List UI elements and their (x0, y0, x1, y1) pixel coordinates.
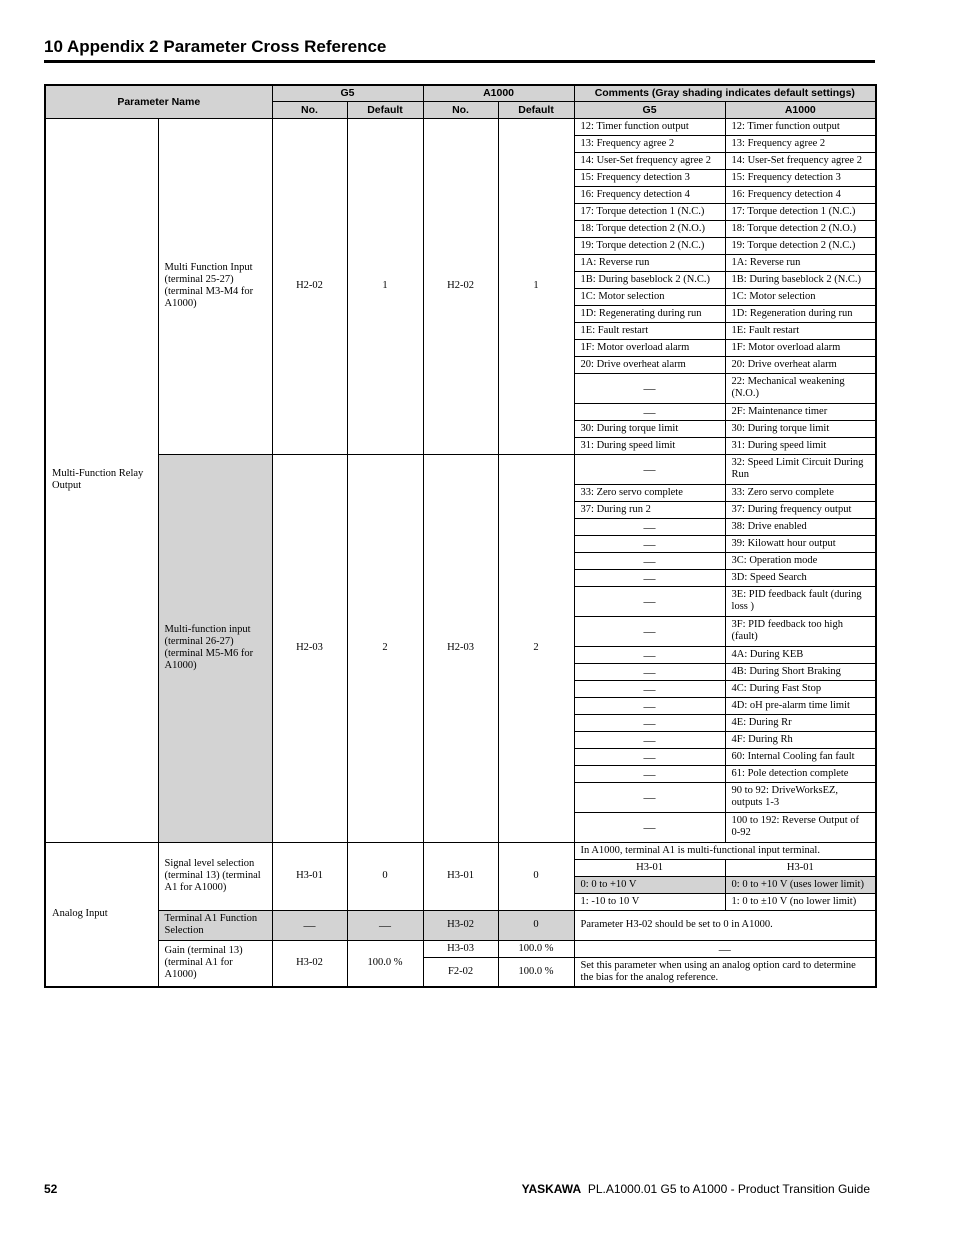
comment-a1000-cell: 14: User-Set frequency agree 2 (725, 152, 876, 169)
comment-g5-cell: — (574, 552, 725, 569)
table-row (45, 454, 876, 484)
comment-g5-cell: 17: Torque detection 1 (N.C.) (574, 203, 725, 220)
g5-no-h3-02: — (272, 910, 347, 940)
param-name-h3-02: Terminal A1 Function Selection (158, 910, 272, 940)
comment-g5-cell: — (574, 680, 725, 697)
comment-a1000-cell: 4F: During Rh (725, 731, 876, 748)
comment-a1000-cell: 18: Torque detection 2 (N.O.) (725, 220, 876, 237)
comment-a1000-cell: 32: Speed Limit Circuit During Run (725, 454, 876, 484)
footer-doc-title (522, 1182, 870, 1196)
comment-a1000-cell: 17: Torque detection 1 (N.C.) (725, 203, 876, 220)
comment-a1000-cell: 1C: Motor selection (725, 288, 876, 305)
a1000-default-h3-03: 100.0 % (498, 940, 574, 957)
header-g5: G5 (272, 85, 423, 101)
comment-g5-cell: — (574, 697, 725, 714)
g5-no-h2-02: H2-02 (272, 118, 347, 454)
comment-a1000-cell: 3D: Speed Search (725, 569, 876, 586)
comment-g5-cell: — (574, 748, 725, 765)
comment-g5-cell: 1F: Motor overload alarm (574, 339, 725, 356)
comment-f2-02: Set this parameter when using an analog option card to determine the bias for the analog reference. (574, 957, 876, 987)
table-row (45, 118, 876, 135)
comment-g5-cell: — (574, 454, 725, 484)
comment-a1000-cell: 4B: During Short Braking (725, 663, 876, 680)
comment-h3-01-sub-a1000: H3-01 (725, 859, 876, 876)
comment-g5-cell: — (574, 714, 725, 731)
param-name-h3-01: Signal level selection (terminal 13) (terminal A1 for A1000) (158, 842, 272, 910)
g5-no-gain: H3-02 (272, 940, 347, 987)
comment-a1000-cell: 1D: Regeneration during run (725, 305, 876, 322)
a1000-no-h3-01: H3-01 (423, 842, 498, 910)
comment-g5-cell: — (574, 586, 725, 616)
comment-a1000-cell: 19: Torque detection 2 (N.C.) (725, 237, 876, 254)
comment-g5-cell: — (574, 812, 725, 842)
comment-g5-cell: — (574, 663, 725, 680)
comment-a1000-cell: 3E: PID feedback fault (during loss ) (725, 586, 876, 616)
comment-h3-01-opt2-a1000: 1: 0 to ±10 V (no lower limit) (725, 893, 876, 910)
g5-default-h3-01: 0 (347, 842, 423, 910)
comment-a1000-cell: 1B: During baseblock 2 (N.C.) (725, 271, 876, 288)
header-comment-g5: G5 (574, 101, 725, 118)
comment-g5-cell: 19: Torque detection 2 (N.C.) (574, 237, 725, 254)
analog-input-section (45, 842, 876, 987)
a1000-default-h3-02: 0 (498, 910, 574, 940)
comment-a1000-cell: 33: Zero servo complete (725, 484, 876, 501)
a1000-default-h2-02: 1 (498, 118, 574, 454)
param-name-h2-02: Multi Function Input (terminal 25-27) (terminal M3-M4 for A1000) (158, 118, 272, 454)
page-number: 52 (44, 1182, 58, 1196)
comment-g5-cell: 16: Frequency detection 4 (574, 186, 725, 203)
comment-g5-cell: — (574, 646, 725, 663)
comment-a1000-cell: 12: Timer function output (725, 118, 876, 135)
comment-a1000-cell: 37: During frequency output (725, 501, 876, 518)
comment-g5-cell: 33: Zero servo complete (574, 484, 725, 501)
g5-no-h2-03: H2-03 (272, 454, 347, 842)
param-name-h2-03: Multi-function input (terminal 26-27) (terminal M5-M6 for A1000) (158, 454, 272, 842)
comment-a1000-cell: 4D: oH pre-alarm time limit (725, 697, 876, 714)
comment-h3-03: — (574, 940, 876, 957)
comment-a1000-cell: 16: Frequency detection 4 (725, 186, 876, 203)
comment-g5-cell: — (574, 373, 725, 403)
comment-g5-cell: 12: Timer function output (574, 118, 725, 135)
footer-doc-name: PL.A1000.01 G5 to A1000 - Product Transition Guide (587, 1182, 870, 1196)
comment-g5-cell: 1D: Regenerating during run (574, 305, 725, 322)
header-a1000-default: Default (498, 101, 574, 118)
comment-g5-cell: 31: During speed limit (574, 437, 725, 454)
a1000-default-f2-02: 100.0 % (498, 957, 574, 987)
g5-default-h2-03: 2 (347, 454, 423, 842)
comment-a1000-cell: 1A: Reverse run (725, 254, 876, 271)
comment-a1000-cell: 30: During torque limit (725, 420, 876, 437)
parameter-cross-reference-table (44, 84, 877, 988)
header-a1000-no: No. (423, 101, 498, 118)
page-title: 10 Appendix 2 Parameter Cross Reference (44, 37, 387, 56)
header-comments: Comments (Gray shading indicates default settings) (574, 85, 876, 101)
comment-h3-01-opt2-g5: 1: -10 to 10 V (574, 893, 725, 910)
comment-h3-01-sub-g5: H3-01 (574, 859, 725, 876)
comment-g5-cell: 1B: During baseblock 2 (N.C.) (574, 271, 725, 288)
comment-g5-cell: 37: During run 2 (574, 501, 725, 518)
comment-a1000-cell: 13: Frequency agree 2 (725, 135, 876, 152)
comment-a1000-cell: 4E: During Rr (725, 714, 876, 731)
comment-g5-cell: — (574, 403, 725, 420)
header-g5-no: No. (272, 101, 347, 118)
comment-a1000-cell: 1E: Fault restart (725, 322, 876, 339)
footer-brand: YASKAWA (521, 1182, 582, 1196)
comment-a1000-cell: 4A: During KEB (725, 646, 876, 663)
relay-output-section (45, 118, 876, 842)
comment-g5-cell: — (574, 782, 725, 812)
header-parameter-name: Parameter Name (45, 85, 272, 118)
g5-no-h3-01: H3-01 (272, 842, 347, 910)
comment-a1000-cell: 38: Drive enabled (725, 518, 876, 535)
comment-h3-02: Parameter H3-02 should be set to 0 in A1000. (574, 910, 876, 940)
comment-g5-cell: — (574, 535, 725, 552)
comment-h3-01-opt1-g5: 0: 0 to +10 V (574, 876, 725, 893)
g5-default-gain: 100.0 % (347, 940, 423, 987)
group-analog-input: Analog Input (45, 842, 158, 987)
comment-g5-cell: — (574, 518, 725, 535)
comment-a1000-cell: 15: Frequency detection 3 (725, 169, 876, 186)
header-a1000: A1000 (423, 85, 574, 101)
comment-g5-cell: — (574, 569, 725, 586)
comment-h3-01-note: In A1000, terminal A1 is multi-functional input terminal. (574, 842, 876, 859)
comment-g5-cell: 20: Drive overheat alarm (574, 356, 725, 373)
param-name-gain: Gain (terminal 13) (terminal A1 for A1000) (158, 940, 272, 987)
a1000-no-f2-02: F2-02 (423, 957, 498, 987)
comment-g5-cell: 1A: Reverse run (574, 254, 725, 271)
a1000-default-h3-01: 0 (498, 842, 574, 910)
comment-g5-cell: 1C: Motor selection (574, 288, 725, 305)
comment-g5-cell: 1E: Fault restart (574, 322, 725, 339)
comment-g5-cell: 14: User-Set frequency agree 2 (574, 152, 725, 169)
comment-g5-cell: 30: During torque limit (574, 420, 725, 437)
comment-a1000-cell: 90 to 92: DriveWorksEZ, outputs 1-3 (725, 782, 876, 812)
comment-g5-cell: — (574, 731, 725, 748)
title-rule (44, 60, 875, 63)
a1000-no-h3-03: H3-03 (423, 940, 498, 957)
comment-a1000-cell: 20: Drive overheat alarm (725, 356, 876, 373)
comment-a1000-cell: 2F: Maintenance timer (725, 403, 876, 420)
g5-default-h2-02: 1 (347, 118, 423, 454)
comment-a1000-cell: 1F: Motor overload alarm (725, 339, 876, 356)
comment-a1000-cell: 4C: During Fast Stop (725, 680, 876, 697)
a1000-default-h2-03: 2 (498, 454, 574, 842)
comment-a1000-cell: 3C: Operation mode (725, 552, 876, 569)
comment-g5-cell: — (574, 765, 725, 782)
comment-g5-cell: 18: Torque detection 2 (N.O.) (574, 220, 725, 237)
header-comment-a1000: A1000 (725, 101, 876, 118)
comment-a1000-cell: 61: Pole detection complete (725, 765, 876, 782)
a1000-no-h2-03: H2-03 (423, 454, 498, 842)
comment-a1000-cell: 22: Mechanical weakening (N.O.) (725, 373, 876, 403)
comment-h3-01-opt1-a1000: 0: 0 to +10 V (uses lower limit) (725, 876, 876, 893)
comment-a1000-cell: 3F: PID feedback too high (fault) (725, 616, 876, 646)
group-relay-output: Multi-Function Relay Output (45, 118, 158, 842)
comment-a1000-cell: 31: During speed limit (725, 437, 876, 454)
comment-g5-cell: 15: Frequency detection 3 (574, 169, 725, 186)
comment-a1000-cell: 60: Internal Cooling fan fault (725, 748, 876, 765)
comment-g5-cell: 13: Frequency agree 2 (574, 135, 725, 152)
a1000-no-h2-02: H2-02 (423, 118, 498, 454)
comment-g5-cell: — (574, 616, 725, 646)
a1000-no-h3-02: H3-02 (423, 910, 498, 940)
comment-a1000-cell: 39: Kilowatt hour output (725, 535, 876, 552)
g5-default-h3-02: — (347, 910, 423, 940)
header-g5-default: Default (347, 101, 423, 118)
comment-a1000-cell: 100 to 192: Reverse Output of 0-92 (725, 812, 876, 842)
